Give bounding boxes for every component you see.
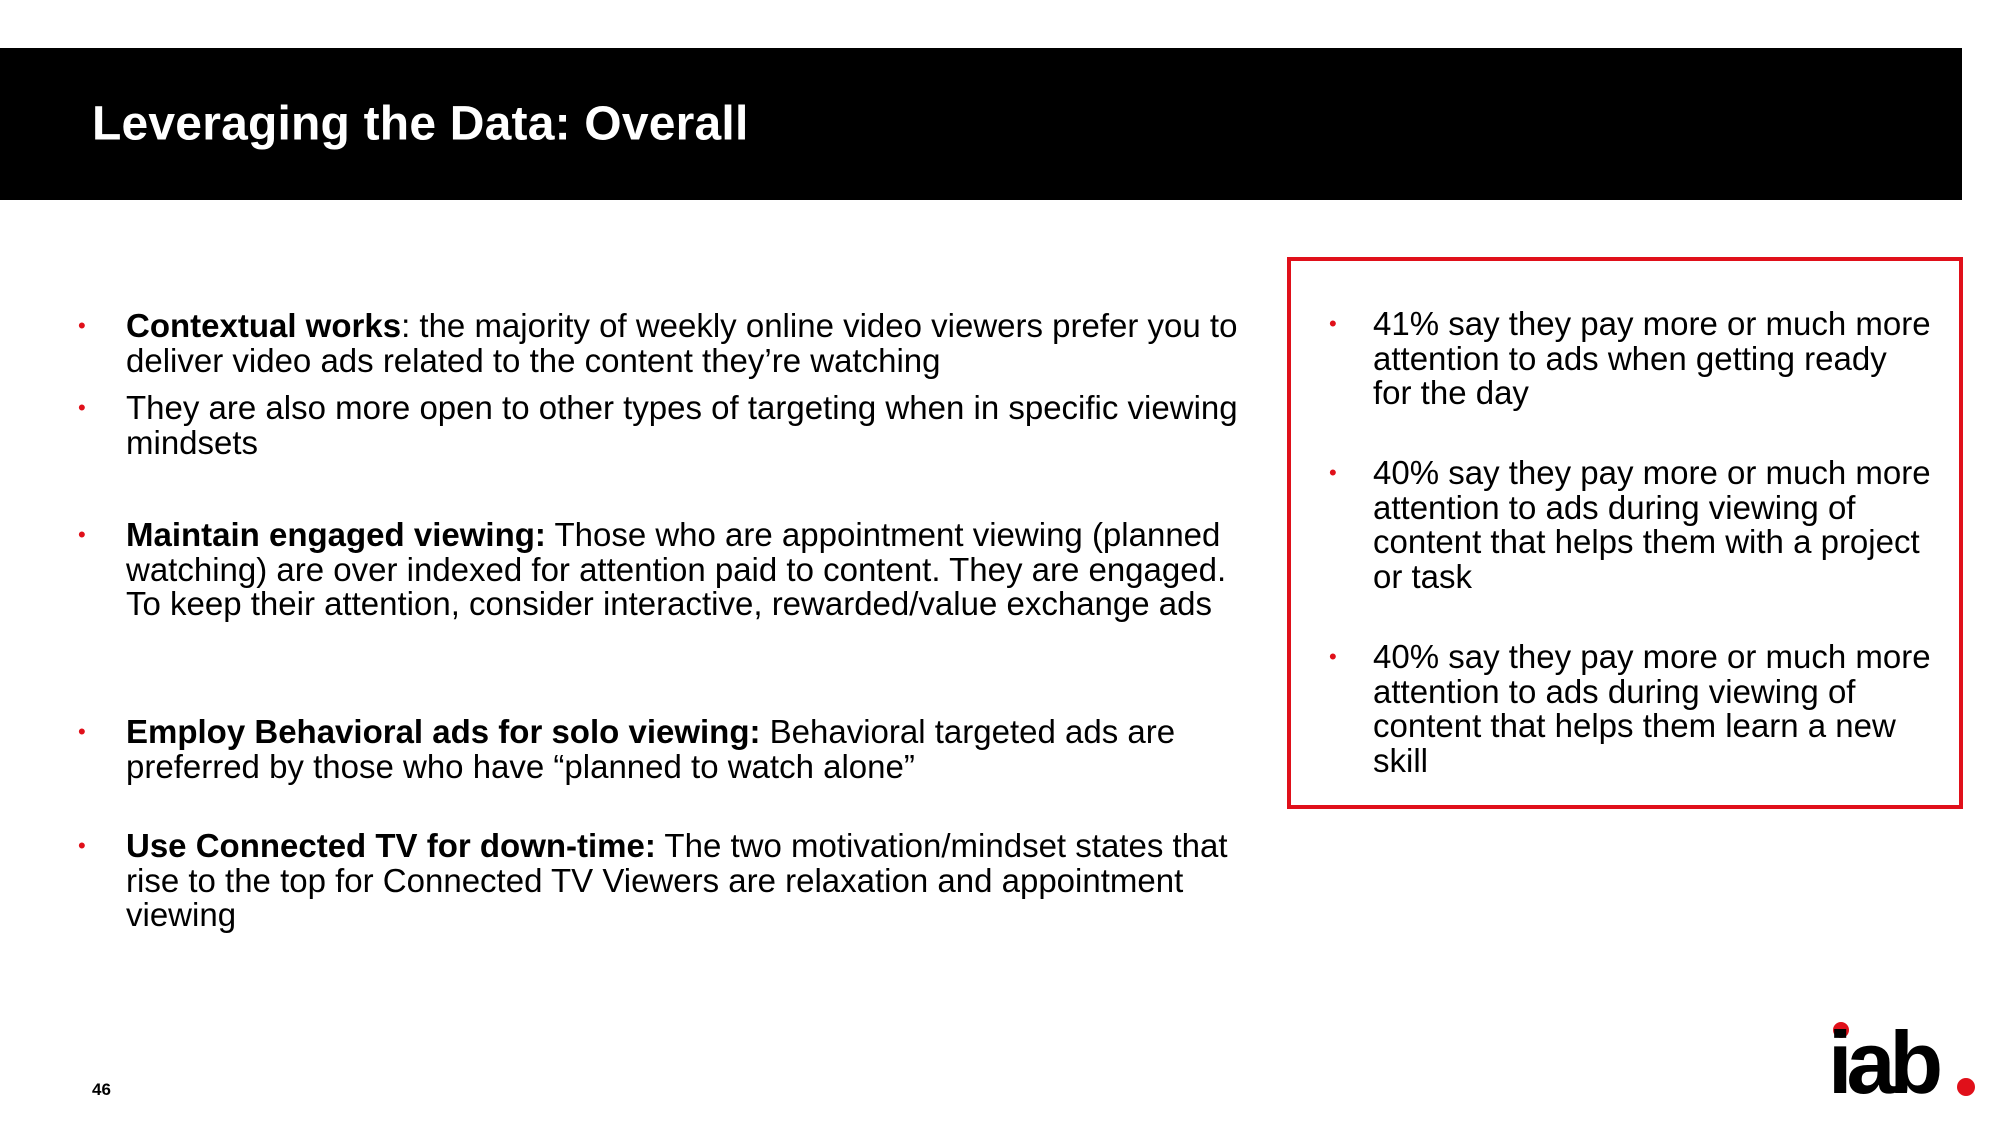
iab-logo-icon — [1828, 1020, 1978, 1100]
title-bar — [0, 48, 1962, 200]
callout-item-text: 41% say they pay more or much more attention to ads when getting ready for the day — [1373, 305, 1931, 411]
bullet-dot-icon: • — [78, 395, 86, 420]
stats-callout-box — [1287, 257, 1963, 809]
callout-item — [1329, 305, 1933, 411]
bullet-text: Behavioral targeted ads are preferred by those who have “planned to watch alone” — [126, 713, 1176, 785]
svg-text:iab: iab — [1828, 1020, 1938, 1100]
bullet-dot-icon: • — [1329, 460, 1337, 485]
page-title: Leveraging the Data: Overall — [92, 97, 749, 151]
bullet-behavioral-ads — [78, 713, 1256, 785]
bullet-dot-icon: • — [1329, 644, 1337, 669]
callout-item-text: 40% say they pay more or much more attention to ads during viewing of content that helps them with a project or task — [1373, 454, 1931, 595]
bullet-heading: Maintain engaged viewing: — [126, 516, 546, 553]
bullet-text: Those who are appointment viewing (planned watching) are over indexed for attention paid to content. They are engaged. To keep their attention, consider interactive, rewarded/value exchange ads — [126, 516, 1227, 622]
callout-item — [1329, 454, 1933, 595]
bullet-dot-icon: • — [78, 313, 86, 338]
bullet-dot-icon: • — [1329, 311, 1337, 336]
page-number: 46 — [92, 1080, 111, 1099]
bullet-text: The two motivation/mindset states that rise to the top for Connected TV Viewers are relaxation and appointment viewing — [126, 827, 1228, 933]
bullet-targeting-mindsets — [78, 389, 1256, 461]
bullet-engaged-viewing — [78, 516, 1256, 622]
bullet-dot-icon: • — [78, 522, 86, 547]
bullet-text: They are also more open to other types of targeting when in specific viewing mindsets — [126, 389, 1238, 461]
bullet-dot-icon: • — [78, 833, 86, 858]
bullet-heading: Use Connected TV for down-time: — [126, 827, 656, 864]
bullet-dot-icon: • — [78, 719, 86, 744]
callout-item — [1329, 638, 1933, 779]
bullet-text: : the majority of weekly online video viewers prefer you to deliver video ads related to the content they’re watching — [126, 307, 1238, 379]
bullet-contextual-works — [78, 307, 1256, 379]
callout-item-text: 40% say they pay more or much more attention to ads during viewing of content that helps them learn a new skill — [1373, 638, 1931, 779]
bullet-heading: Employ Behavioral ads for solo viewing: — [126, 713, 761, 750]
bullet-connected-tv — [78, 827, 1256, 933]
bullet-heading: Contextual works — [126, 307, 402, 344]
